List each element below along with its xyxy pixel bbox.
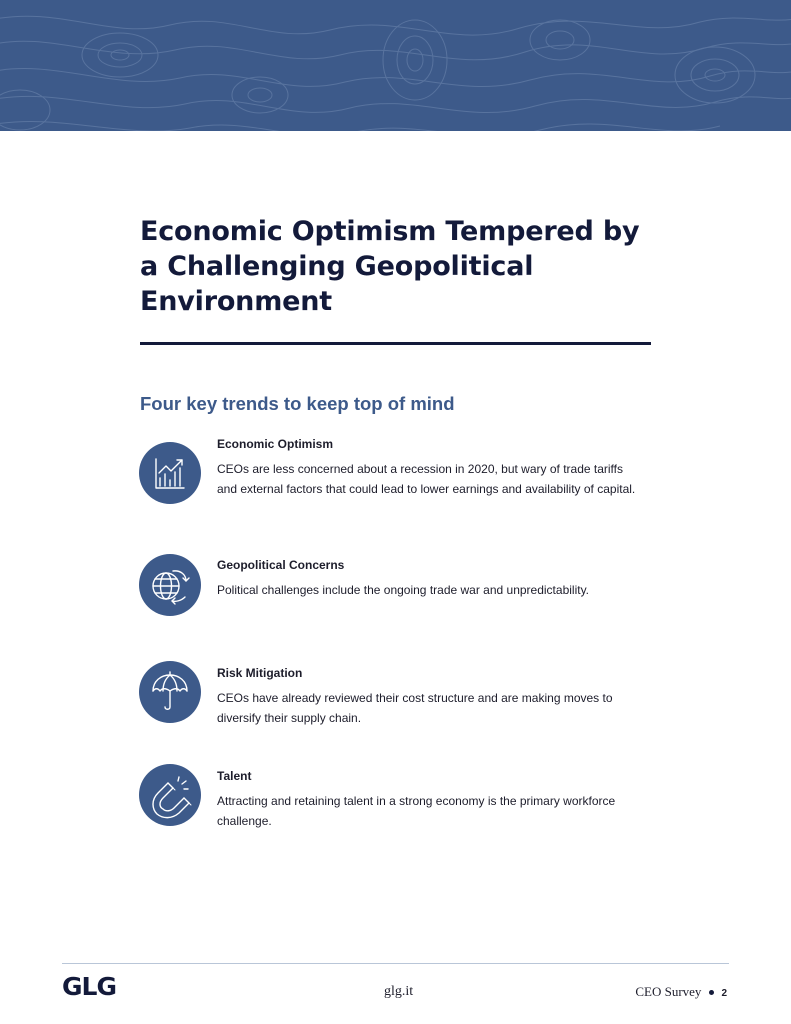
magnet-icon — [139, 764, 201, 826]
trend-heading: Economic Optimism — [217, 437, 334, 451]
title-divider — [140, 342, 651, 345]
section-subtitle: Four key trends to keep top of mind — [140, 393, 455, 414]
trend-description: Attracting and retaining talent in a strong economy is the primary workforce challenge. — [217, 794, 616, 828]
topographic-pattern — [0, 0, 791, 131]
trend-description: CEOs are less concerned about a recession in 2020, but wary of trade tariffs and external factors that could lead to lower earnings and availability of capital. — [217, 462, 636, 496]
footer-url-link[interactable]: glg.it — [384, 984, 414, 999]
trend-heading: Risk Mitigation — [217, 666, 303, 680]
trend-description: Political challenges include the ongoing trade war and unpredictability. — [217, 583, 590, 597]
globe-arrows-icon — [139, 554, 201, 616]
page-number: 2 — [721, 988, 727, 999]
page-title: Economic Optimism Tempered by a Challenging Geopolitical Environment — [140, 216, 640, 317]
umbrella-icon — [139, 661, 201, 723]
footer-doc-name: CEO Survey — [635, 984, 702, 999]
trend-heading: Talent — [217, 769, 252, 783]
chart-growth-icon — [139, 442, 201, 504]
trend-description: CEOs have already reviewed their cost structure and are making moves to diversify their supply chain. — [217, 691, 613, 725]
bullet-dot-icon — [709, 990, 714, 995]
glg-logo: GLG — [62, 972, 116, 1001]
footer-doc-info — [635, 983, 727, 1003]
topographic-banner — [0, 0, 791, 131]
footer-divider — [62, 963, 729, 964]
trend-heading: Geopolitical Concerns — [217, 558, 345, 572]
